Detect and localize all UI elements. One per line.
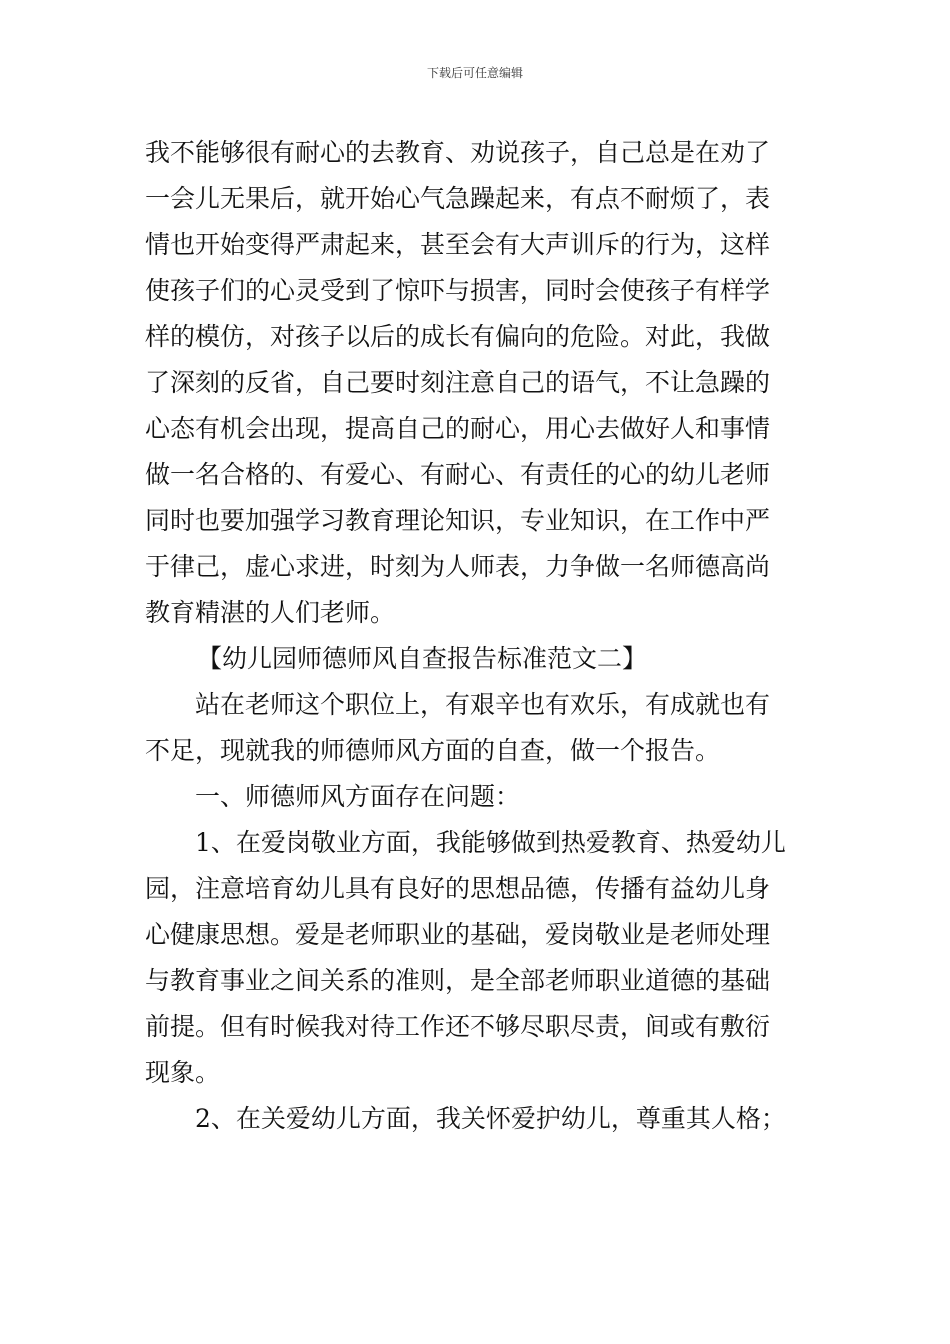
body-line: 于律己，虚心求进，时刻为人师表，力争做一名师德高尚	[145, 552, 771, 581]
body-line: 现象。	[145, 1058, 221, 1087]
body-line: 我不能够很有耐心的去教育、劝说孩子，自己总是在劝了	[145, 138, 771, 167]
body-line: 站在老师这个职位上，有艰辛也有欢乐，有成就也有	[195, 690, 771, 719]
body-line: 前提。但有时候我对待工作还不够尽职尽责，间或有敷衍	[145, 1012, 771, 1041]
body-line: 了深刻的反省，自己要时刻注意自己的语气，不让急躁的	[145, 368, 771, 397]
body-line: 1、在爱岗敬业方面，我能够做到热爱教育、热爱幼儿	[195, 828, 786, 857]
body-line: 情也开始变得严肃起来，甚至会有大声训斥的行为，这样	[145, 230, 771, 259]
subsection-heading: 一、师德师风方面存在问题：	[195, 782, 521, 811]
body-line: 使孩子们的心灵受到了惊吓与损害，同时会使孩子有样学	[145, 276, 771, 305]
body-line: 心态有机会出现，提高自己的耐心，用心去做好人和事情	[145, 414, 771, 443]
body-line: 不足，现就我的师德师风方面的自查，做一个报告。	[145, 736, 721, 765]
body-line: 做一名合格的、有爱心、有耐心、有责任的心的幼儿老师	[145, 460, 771, 489]
body-line: 园，注意培育幼儿具有良好的思想品德，传播有益幼儿身	[145, 874, 771, 903]
body-line: 教育精湛的人们老师。	[145, 598, 396, 627]
document-body	[145, 130, 807, 1142]
body-line: 2、在关爱幼儿方面，我关怀爱护幼儿，尊重其人格；	[195, 1104, 786, 1133]
body-line: 与教育事业之间关系的准则，是全部老师职业道德的基础	[145, 966, 771, 995]
body-line: 一会儿无果后，就开始心气急躁起来，有点不耐烦了，表	[145, 184, 771, 213]
body-line: 同时也要加强学习教育理论知识，专业知识，在工作中严	[145, 506, 771, 535]
body-line: 样的模仿，对孩子以后的成长有偏向的危险。对此，我做	[145, 322, 771, 351]
body-line: 心健康思想。爱是老师职业的基础，爱岗敬业是老师处理	[145, 920, 771, 949]
page-header-note: 下载后可任意编辑	[426, 66, 523, 80]
section-title: 【幼儿园师德师风自查报告标准范文二】	[197, 644, 648, 673]
